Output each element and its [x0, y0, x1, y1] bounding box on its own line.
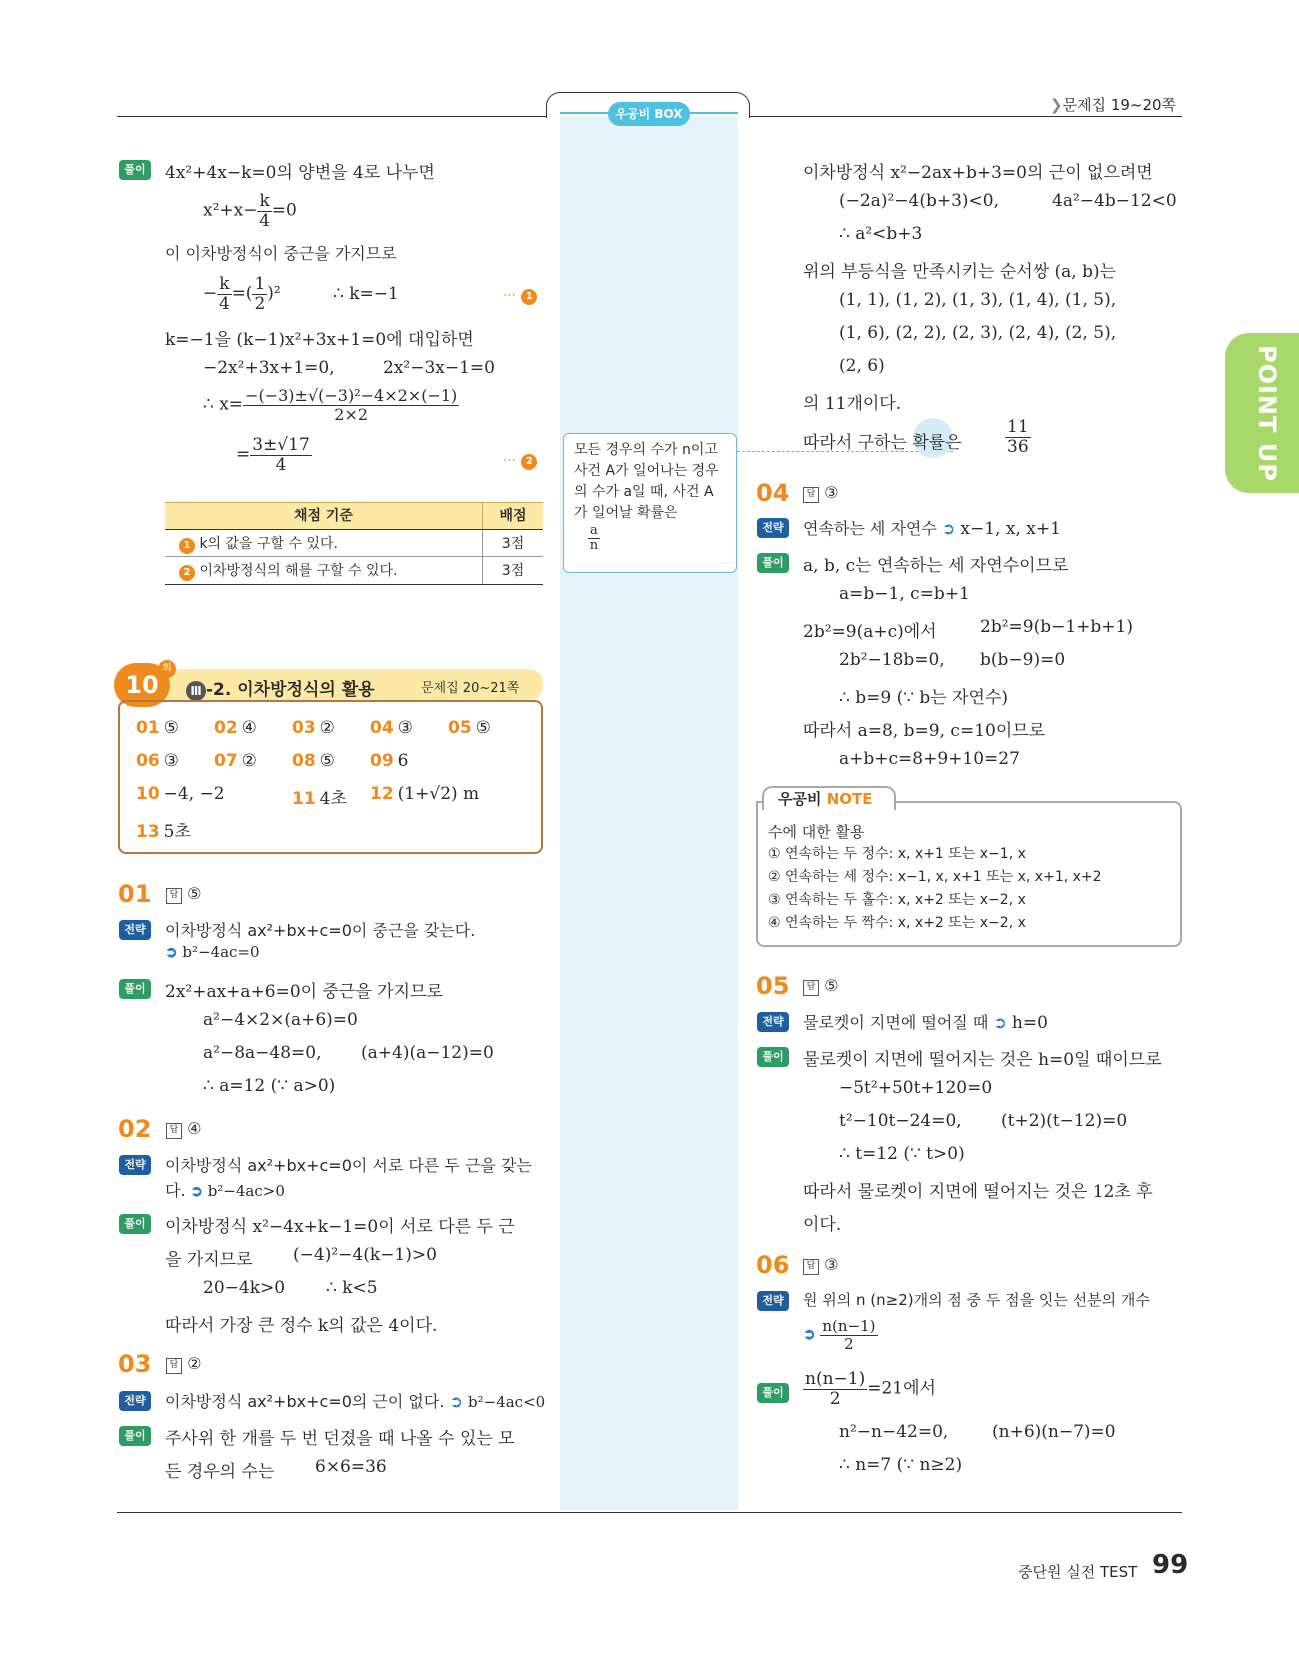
arrow-icon: ➲ — [165, 943, 178, 961]
q04-line-3a: 2b²=9(a+c)에서 — [803, 622, 937, 642]
chevron-right-icon: ❯ — [1050, 96, 1063, 114]
q06-line-2b: (n+6)(n−7)=0 — [992, 1422, 1116, 1442]
answer-item: 11 4초 — [292, 789, 347, 809]
q01-strategy-2: ➲ b²−4ac=0 — [165, 943, 260, 961]
table-row: 1 k의 값을 구할 수 있다. 3점 — [165, 529, 543, 557]
header-ref: ❯문제집 19~20쪽 — [1050, 96, 1177, 114]
point-up-tab — [1225, 333, 1299, 493]
q01-line-1: 2x²+ax+a+6=0이 중근을 가지므로 — [165, 982, 443, 1002]
q05-line-2: −5t²+50t+120=0 — [839, 1078, 993, 1098]
right-line-7: (2, 6) — [839, 356, 885, 376]
q03-line-2b: 6×6=36 — [315, 1457, 387, 1477]
q04-strategy-tag: 전략 — [757, 516, 789, 538]
session-ref: 문제집 20~21쪽 — [421, 681, 520, 696]
q04-strategy: 연속하는 세 자연수 ➲ x−1, x, x+1 — [803, 519, 1061, 539]
q06-solution-tag: 풀이 — [757, 1381, 789, 1403]
left-line-7: ∴ x= $\frac{\text{−(−3)±√(−3)²−4×2×(−1)}}{2\times 2}$ — [203, 386, 458, 424]
q04-line-3b: 2b²=9(b−1+b+1) — [980, 617, 1133, 637]
note-items — [768, 843, 1102, 935]
left-line-6b: 2x²−3x−1=0 — [383, 358, 495, 378]
answer-item: 06 ③ — [136, 751, 179, 771]
left-line-5: k=−1을 (k−1)x²+3x+1=0에 대입하면 — [165, 330, 474, 350]
scoring-table — [165, 502, 543, 585]
answer-item: 12 (1+√2) m — [370, 784, 480, 804]
answer-item: 05 ⑤ — [448, 718, 491, 738]
q02-line-3a: 20−4k>0 — [203, 1278, 286, 1298]
q01-line-3a: a²−8a−48=0, — [203, 1043, 322, 1063]
q03-number: 03 — [118, 1350, 152, 1378]
left-line-6a: −2x²+3x+1=0, — [203, 358, 335, 378]
session-title: Ⅲ -2. 이차방정식의 활용 — [186, 675, 375, 701]
answer-item: 10 −4, −2 — [136, 784, 225, 804]
left-line-4-result: ∴ k=−1 — [333, 284, 399, 304]
q03-strategy: 이차방정식 ax²+bx+c=0의 근이 없다. ➲ b²−4ac<0 — [165, 1392, 546, 1411]
note-tab: 우공비 NOTE — [762, 786, 896, 810]
arrow-icon: ➲ — [993, 1013, 1007, 1032]
right-line-2a: (−2a)²−4(b+3)<0, — [839, 191, 1000, 211]
page-number: 99 — [1152, 1550, 1189, 1580]
q06-answer: 답 ③ — [803, 1255, 838, 1275]
q04-line-6: 따라서 a=8, b=9, c=10이므로 — [803, 721, 1046, 741]
q05-strategy-tag: 전략 — [757, 1010, 789, 1032]
right-line-4: 위의 부등식을 만족시키는 순서쌍 (a, b)는 — [803, 262, 1117, 282]
q03-line-2a: 든 경우의 수는 — [165, 1462, 275, 1482]
q02-line-2a: 을 가지므로 — [165, 1250, 253, 1270]
arrow-icon: ➲ — [941, 519, 956, 538]
q01-line-4: ∴ a=12 (∵ a>0) — [203, 1076, 336, 1096]
q06-line-3: ∴ n=7 (∵ n≥2) — [839, 1455, 963, 1475]
answer-item: 02 ④ — [214, 718, 257, 738]
right-line-6: (1, 6), (2, 2), (2, 3), (2, 4), (2, 5), — [839, 323, 1117, 343]
answer-item: 08 ⑤ — [292, 751, 335, 771]
answer-item: 01 ⑤ — [136, 718, 179, 738]
q04-line-4a: 2b²−18b=0, — [839, 650, 945, 670]
q06-line-1: $\frac{n(n-1)}{2}$ =21에서 — [805, 1369, 936, 1409]
q02-strategy-tag: 전략 — [119, 1153, 151, 1175]
q02-solution-tag: 풀이 — [119, 1212, 151, 1234]
q02-strategy: 이차방정식 ax²+bx+c=0이 서로 다른 두 근을 갖는 — [165, 1156, 532, 1175]
left-line-4: − $\frac{k}{4}$ =( $\frac{1}{2}$ )² — [203, 274, 281, 314]
q02-answer: 답 ④ — [166, 1119, 201, 1139]
q05-line-6: 이다. — [803, 1215, 842, 1235]
left-line-3: 이 이차방정식이 중근을 가지므로 — [165, 244, 397, 263]
q01-solution-tag: 풀이 — [119, 977, 151, 999]
q02-line-1: 이차방정식 x²−4x+k−1=0이 서로 다른 두 근 — [165, 1217, 515, 1237]
q05-line-1: 물로켓이 지면에 떨어지는 것은 h=0일 때이므로 — [803, 1050, 1162, 1070]
footer-rule — [117, 1512, 1182, 1513]
answer-item: 09 6 — [370, 751, 409, 771]
q06-line-2a: n²−n−42=0, — [839, 1422, 949, 1442]
q06-strategy-2: ➲ $\frac{n(n-1)}{2}$ — [803, 1317, 876, 1353]
q04-line-2: a=b−1, c=b+1 — [839, 584, 970, 604]
q04-answer: 답 ③ — [803, 483, 838, 503]
q03-solution-tag: 풀이 — [119, 1424, 151, 1446]
q02-line-3b: ∴ k<5 — [326, 1278, 378, 1298]
q04-line-1: a, b, c는 연속하는 세 자연수이므로 — [803, 556, 1069, 576]
mark-2: ⋯ 2 — [503, 449, 537, 470]
left-line-2: x²+x− $\frac{k}{4}$ =0 — [203, 191, 297, 231]
right-line-5: (1, 1), (1, 2), (1, 3), (1, 4), (1, 5), — [839, 290, 1117, 310]
right-line-8: 의 11개이다. — [803, 394, 902, 414]
left-line-1: 4x²+4x−k=0의 양변을 4로 나누면 — [165, 163, 435, 183]
probability-tip-box: 모든 경우의 수가 n이고 사건 A가 일어나는 경우 의 수가 a일 때, 사건 A 가 일어날 확률은 $\frac{a}{n}$ — [563, 433, 737, 573]
q02-strategy-2: 다. ➲ b²−4ac>0 — [165, 1181, 285, 1200]
middle-column-bg — [560, 117, 738, 1510]
q05-line-5: 따라서 물로켓이 지면에 떨어지는 것은 12초 후 — [803, 1182, 1153, 1202]
q05-number: 05 — [756, 972, 790, 1000]
q01-strategy: 이차방정식 ax²+bx+c=0이 중근을 갖는다. — [165, 921, 476, 940]
arrow-icon: ➲ — [190, 1182, 203, 1200]
q01-number: 01 — [118, 880, 152, 908]
q06-number: 06 — [756, 1251, 790, 1279]
answer-item: 07 ② — [214, 751, 257, 771]
q01-answer: 답 ⑤ — [166, 884, 201, 904]
q04-line-4b: b(b−9)=0 — [980, 650, 1066, 670]
q02-number: 02 — [118, 1115, 152, 1143]
session-suffix: 회 — [158, 660, 176, 678]
q05-answer: 답 ⑤ — [803, 976, 838, 996]
box-label: 우공비 BOX — [608, 102, 690, 126]
q01-line-2: a²−4×2×(a+6)=0 — [203, 1010, 358, 1030]
q03-strategy-tag: 전략 — [119, 1389, 151, 1411]
answer-item: 04 ③ — [370, 718, 413, 738]
right-line-9-frac: $\frac{11}{36}$ — [1007, 417, 1029, 457]
q02-line-2b: (−4)²−4(k−1)>0 — [293, 1245, 437, 1265]
answer-item: 13 5초 — [136, 822, 191, 842]
session-badge: 10 — [114, 663, 170, 707]
q02-line-4: 따라서 가장 큰 정수 k의 값은 4이다. — [165, 1316, 438, 1336]
arrow-icon: ➲ — [803, 1325, 816, 1343]
q05-line-4: ∴ t=12 (∵ t>0) — [839, 1144, 965, 1164]
solution-tag: 풀이 — [119, 160, 151, 180]
right-line-1: 이차방정식 x²−2ax+b+3=0의 근이 없으려면 — [803, 163, 1153, 183]
answer-item: 03 ② — [292, 718, 335, 738]
q01-line-3b: (a+4)(a−12)=0 — [361, 1043, 494, 1063]
note-item: ④ 연속하는 두 짝수: x, x+2 또는 x−2, x — [768, 915, 1026, 931]
q06-strategy: 원 위의 n (n≥2)개의 점 중 두 점을 잇는 선분의 개수 — [803, 1291, 1150, 1309]
right-line-3: ∴ a²<b+3 — [839, 224, 923, 244]
right-line-9: 따라서 구하는 확률은 — [803, 433, 962, 453]
q04-solution-tag: 풀이 — [757, 551, 789, 573]
q05-line-3a: t²−10t−24=0, — [839, 1111, 962, 1131]
q03-answer: 답 ② — [166, 1354, 201, 1374]
table-row: 2 이차방정식의 해를 구할 수 있다. 3점 — [165, 557, 543, 585]
left-solution-intro — [119, 158, 151, 180]
q05-solution-tag: 풀이 — [757, 1045, 789, 1067]
table-header-score: 배점 — [499, 508, 527, 524]
q06-strategy-tag: 전략 — [757, 1289, 789, 1311]
note-title: 수에 대한 활용 — [768, 823, 865, 841]
q04-line-5: ∴ b=9 (∵ b는 자연수) — [839, 688, 1009, 708]
arrow-icon: ➲ — [449, 1392, 463, 1411]
left-line-8: = $\frac{3\pm√17}{4}$ — [236, 435, 310, 475]
q03-line-1: 주사위 한 개를 두 번 던졌을 때 나올 수 있는 모 — [165, 1429, 515, 1449]
table-header-criteria: 채점 기준 — [165, 503, 483, 529]
q04-line-7: a+b+c=8+9+10=27 — [839, 749, 1020, 769]
q04-number: 04 — [756, 479, 790, 507]
right-line-2b: 4a²−4b−12<0 — [1052, 191, 1177, 211]
point-up-label: POINT UP — [1253, 345, 1281, 482]
note-item: ③ 연속하는 두 홀수: x, x+2 또는 x−2, x — [768, 892, 1026, 908]
note-item: ② 연속하는 세 정수: x−1, x, x+1 또는 x, x+1, x+2 — [768, 869, 1102, 885]
note-item: ① 연속하는 두 정수: x, x+1 또는 x−1, x — [768, 846, 1026, 862]
mark-1: ⋯ 1 — [503, 284, 537, 305]
q01-strategy-tag: 전략 — [119, 918, 151, 940]
footer-label: 중단원 실전 TEST — [1018, 1563, 1138, 1581]
q05-line-3b: (t+2)(t−12)=0 — [1001, 1111, 1128, 1131]
q05-strategy: 물로켓이 지면에 떨어질 때 ➲ h=0 — [803, 1013, 1048, 1033]
